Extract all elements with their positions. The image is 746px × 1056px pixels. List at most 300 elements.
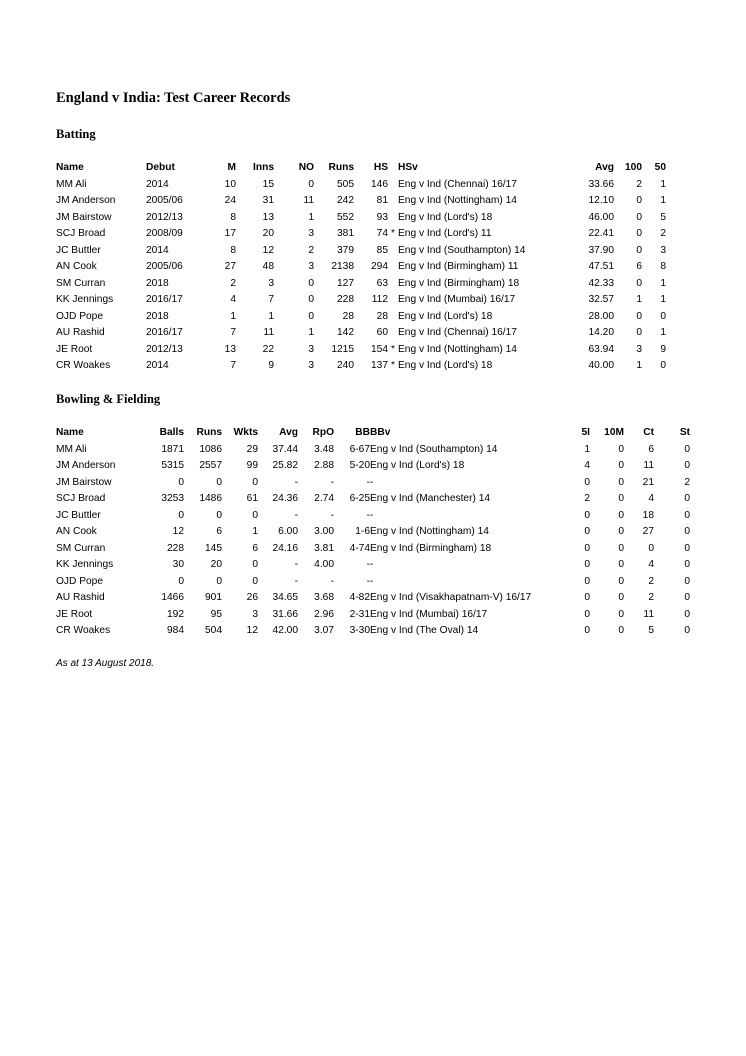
batting-col-header: 100 <box>625 162 642 173</box>
table-cell: 0 <box>618 493 624 504</box>
table-cell: 5-20 <box>349 460 370 471</box>
table-row <box>56 590 690 607</box>
table-cell: 0 <box>636 310 642 322</box>
table-cell: 6 <box>216 526 222 537</box>
table-cell: 27 <box>224 261 236 272</box>
table-cell: 14.20 <box>588 327 614 338</box>
table-cell: 0 <box>308 277 314 289</box>
table-cell: 28 <box>376 310 388 322</box>
table-cell: 0 <box>636 277 642 289</box>
table-cell: 3253 <box>161 493 184 504</box>
table-row <box>56 458 690 475</box>
table-cell: Eng v Ind (Lord's) 18 <box>398 360 493 371</box>
table-cell: Eng v Ind (Southampton) 14 <box>370 443 498 455</box>
table-cell <box>388 292 398 309</box>
table-cell: - <box>294 559 298 570</box>
table-cell: 10 <box>224 178 236 190</box>
table-cell: 32.57 <box>588 294 614 305</box>
table-cell: 2 <box>308 244 314 256</box>
table-cell: 29 <box>246 443 258 455</box>
table-cell: 2 <box>648 575 654 587</box>
table-cell: 2138 <box>331 261 354 272</box>
table-cell: 2 <box>584 493 590 504</box>
table-cell: 0 <box>252 509 258 521</box>
table-cell: 0 <box>584 509 590 521</box>
bowling-col-header: Ct <box>643 427 654 438</box>
table-cell: 240 <box>337 360 354 371</box>
table-cell: 0 <box>618 625 624 636</box>
table-row <box>56 541 690 558</box>
table-cell: 504 <box>205 625 222 636</box>
table-cell: 2 <box>684 476 690 488</box>
table-cell: 4 <box>584 460 590 471</box>
table-cell: 61 <box>246 493 258 504</box>
table-cell: 1 <box>636 294 642 305</box>
table-cell: 1086 <box>199 443 222 455</box>
table-cell: 81 <box>376 195 388 206</box>
table-cell: 47.51 <box>588 261 614 272</box>
table-cell: - <box>370 509 374 521</box>
bowling-col-header: Name <box>56 427 84 438</box>
table-cell: Eng v Ind (Birmingham) 18 <box>370 542 492 554</box>
table-cell: SM Curran <box>56 542 106 554</box>
table-cell: 2018 <box>146 310 169 322</box>
table-cell: 381 <box>337 228 354 239</box>
table-cell: - <box>366 476 370 488</box>
table-cell: AU Rashid <box>56 327 105 338</box>
table-cell: 3.68 <box>314 592 334 603</box>
table-row <box>56 491 690 508</box>
table-cell: AN Cook <box>56 261 97 272</box>
table-cell: - <box>366 559 370 570</box>
table-cell: 0 <box>648 542 654 554</box>
table-cell: 294 <box>371 261 388 272</box>
table-cell: Eng v Ind (Mumbai) 16/17 <box>398 294 516 305</box>
table-cell: 13 <box>224 343 236 355</box>
table-cell: 137 <box>371 360 388 371</box>
table-cell: 0 <box>618 559 624 570</box>
table-cell: JM Anderson <box>56 460 116 471</box>
table-cell: 48 <box>262 261 274 272</box>
table-cell: 6.00 <box>278 526 298 537</box>
bowling-table <box>56 425 690 640</box>
table-cell: 11 <box>263 327 274 338</box>
table-cell: OJD Pope <box>56 575 103 587</box>
table-row <box>56 292 666 309</box>
table-cell: 31 <box>262 195 274 206</box>
table-cell: 0 <box>308 294 314 305</box>
batting-table <box>56 160 666 375</box>
table-cell: 192 <box>167 608 184 620</box>
table-cell: 1 <box>660 195 666 206</box>
table-cell: 12 <box>246 625 258 636</box>
table-cell: 25.82 <box>272 460 298 471</box>
table-cell: 0 <box>252 559 258 570</box>
table-cell: Eng v Ind (Lord's) 18 <box>370 460 465 471</box>
table-cell: 99 <box>246 460 258 471</box>
table-cell: 8 <box>660 261 666 272</box>
table-cell: 1215 <box>331 343 354 355</box>
table-cell: 0 <box>584 625 590 636</box>
table-cell: 0 <box>584 526 590 537</box>
table-cell: 3.81 <box>314 542 334 554</box>
table-cell: 3 <box>252 608 258 620</box>
table-cell: 154 <box>371 343 388 355</box>
table-row <box>56 508 690 525</box>
table-cell: 1 <box>660 294 666 305</box>
table-cell: JC Buttler <box>56 244 101 256</box>
table-cell: 0 <box>684 526 690 537</box>
batting-col-header <box>388 160 398 177</box>
table-cell: * <box>391 360 395 371</box>
table-cell: 1-6 <box>355 526 370 537</box>
table-cell: 6 <box>636 261 642 272</box>
table-row <box>56 193 666 210</box>
table-cell: 5 <box>648 625 654 636</box>
table-cell: 3 <box>308 343 314 355</box>
table-cell: 0 <box>618 509 624 521</box>
table-row <box>56 358 666 375</box>
table-cell: 0 <box>618 575 624 587</box>
table-cell: 22.41 <box>588 228 614 239</box>
table-cell: 37.44 <box>272 443 298 455</box>
table-cell: 0 <box>216 575 222 587</box>
table-cell <box>388 325 398 342</box>
table-cell: - <box>330 575 334 587</box>
table-cell: JE Root <box>56 343 93 355</box>
table-cell: 145 <box>205 542 222 554</box>
table-cell: - <box>370 575 374 587</box>
table-cell: 8 <box>230 211 236 223</box>
table-cell: JE Root <box>56 608 93 620</box>
table-cell: 8 <box>230 244 236 256</box>
table-cell: Eng v Ind (Visakhapatnam-V) 16/17 <box>370 592 532 603</box>
table-cell: 3 <box>636 343 642 355</box>
table-cell: - <box>370 476 374 488</box>
table-cell: 0 <box>684 509 690 521</box>
table-cell: 1 <box>636 360 642 371</box>
table-cell: 0 <box>660 310 666 322</box>
table-cell: 0 <box>618 460 624 471</box>
table-cell: 0 <box>584 592 590 603</box>
table-cell: 0 <box>618 443 624 455</box>
table-cell: JM Bairstow <box>56 211 112 223</box>
table-row <box>56 623 690 640</box>
page-title: England v India: Test Career Records <box>56 90 291 106</box>
table-cell: 17 <box>224 228 236 239</box>
table-cell: SCJ Broad <box>56 228 106 239</box>
table-cell: 22 <box>262 343 274 355</box>
table-cell: 4.00 <box>314 559 334 570</box>
table-cell: Eng v Ind (Mumbai) 16/17 <box>370 608 488 620</box>
table-row <box>56 475 690 492</box>
table-cell: 0 <box>252 476 258 488</box>
table-cell: 2.96 <box>314 608 334 620</box>
table-cell: 0 <box>216 509 222 521</box>
table-cell: 3 <box>268 277 274 289</box>
table-cell: 2012/13 <box>146 211 183 223</box>
table-cell: 7 <box>230 327 236 338</box>
table-cell: 3.00 <box>314 526 334 537</box>
table-cell: JM Anderson <box>56 195 116 206</box>
bowling-col-header: BBv <box>370 427 391 438</box>
table-cell: 1 <box>268 310 274 322</box>
table-cell: 0 <box>584 559 590 570</box>
table-cell: 0 <box>584 575 590 587</box>
bowling-col-header: Wkts <box>233 427 258 438</box>
table-cell: 2012/13 <box>146 343 183 355</box>
table-row <box>56 524 690 541</box>
table-cell: 0 <box>584 476 590 488</box>
table-cell <box>388 259 398 276</box>
table-cell <box>388 276 398 293</box>
table-cell: 63.94 <box>588 343 614 355</box>
table-cell <box>388 243 398 260</box>
bowling-col-header: Runs <box>196 427 222 438</box>
table-cell: 0 <box>252 575 258 587</box>
table-cell <box>388 210 398 227</box>
table-cell: 7 <box>230 360 236 371</box>
table-cell: 3 <box>308 261 314 272</box>
table-cell: 2016/17 <box>146 327 183 338</box>
table-cell: 0 <box>684 592 690 603</box>
table-cell: 9 <box>660 343 666 355</box>
table-cell: 505 <box>337 178 354 190</box>
batting-heading: Batting <box>56 127 96 141</box>
table-cell: Eng v Ind (Chennai) 16/17 <box>398 178 517 190</box>
table-cell: 15 <box>262 178 274 190</box>
table-cell: 2014 <box>146 360 169 371</box>
table-cell: 40.00 <box>588 360 614 371</box>
table-row <box>56 607 690 624</box>
table-cell: 0 <box>308 310 314 322</box>
table-row <box>56 210 666 227</box>
bowling-col-header: Avg <box>279 427 298 438</box>
batting-col-header: NO <box>298 162 314 173</box>
batting-col-header: Runs <box>328 162 354 173</box>
table-cell: 2-31 <box>349 608 370 620</box>
table-cell: 26 <box>246 592 258 603</box>
table-cell: 0 <box>636 195 642 206</box>
table-cell: 34.65 <box>272 592 298 603</box>
table-cell: 0 <box>636 228 642 239</box>
bowling-col-header: 5I <box>581 427 590 438</box>
table-cell: 85 <box>376 244 388 256</box>
table-cell: 0 <box>618 608 624 620</box>
table-cell: 3 <box>308 228 314 239</box>
table-cell: 4 <box>230 294 236 305</box>
table-cell: 4-74 <box>349 542 370 554</box>
batting-col-header: Inns <box>253 162 274 173</box>
table-cell: 2016/17 <box>146 294 183 305</box>
table-cell: 0 <box>636 327 642 338</box>
table-cell: 1 <box>230 310 236 322</box>
batting-col-header: Debut <box>146 162 175 173</box>
table-cell: 24.16 <box>272 542 298 554</box>
table-cell: SM Curran <box>56 277 106 289</box>
table-cell: * <box>391 343 395 355</box>
batting-col-header: 50 <box>654 162 666 173</box>
table-cell: 0 <box>684 608 690 620</box>
table-row <box>56 442 690 459</box>
table-cell: 12 <box>172 526 184 537</box>
table-cell: 6 <box>648 443 654 455</box>
table-cell: 0 <box>178 509 184 521</box>
table-cell: 0 <box>636 244 642 256</box>
table-cell: 0 <box>684 493 690 504</box>
table-cell: 42.33 <box>588 277 614 289</box>
table-cell: 5 <box>660 211 666 223</box>
table-cell: 0 <box>684 542 690 554</box>
table-cell: 28 <box>342 310 354 322</box>
batting-col-header: Avg <box>595 162 614 173</box>
table-cell: CR Woakes <box>56 625 111 636</box>
table-cell: - <box>366 575 370 587</box>
bowling-heading: Bowling & Fielding <box>56 392 161 406</box>
table-cell <box>388 309 398 326</box>
table-cell: JC Buttler <box>56 509 101 521</box>
table-cell: 228 <box>337 294 354 305</box>
table-cell: 3 <box>308 360 314 371</box>
table-row <box>56 276 666 293</box>
table-cell: 11 <box>643 460 654 471</box>
table-cell: 24.36 <box>272 493 298 504</box>
table-cell: 93 <box>376 211 388 223</box>
table-cell: 0 <box>584 608 590 620</box>
table-row <box>56 557 690 574</box>
table-cell: 0 <box>684 559 690 570</box>
table-cell: OJD Pope <box>56 310 103 322</box>
table-cell: KK Jennings <box>56 294 114 305</box>
table-row <box>56 309 666 326</box>
table-cell: 2 <box>648 592 654 603</box>
table-cell: 4-82 <box>349 592 370 603</box>
table-cell: 1 <box>584 443 590 455</box>
table-cell: 1 <box>660 327 666 338</box>
table-cell: 31.66 <box>272 608 298 620</box>
table-cell: 24 <box>224 195 236 206</box>
table-cell: - <box>294 476 298 488</box>
table-cell: - <box>330 476 334 488</box>
table-cell: Eng v Ind (Birmingham) 18 <box>398 277 520 289</box>
table-cell: 112 <box>371 294 388 305</box>
bowling-header-row <box>56 425 690 442</box>
table-cell: 12 <box>262 244 274 256</box>
table-cell: 228 <box>167 542 184 554</box>
table-cell: 0 <box>178 476 184 488</box>
table-cell: 2 <box>636 178 642 190</box>
table-cell: 0 <box>178 575 184 587</box>
bowling-col-header: Balls <box>159 427 184 438</box>
table-cell: Eng v Ind (The Oval) 14 <box>370 625 479 636</box>
table-cell: 0 <box>684 625 690 636</box>
table-cell: 2.74 <box>314 493 334 504</box>
table-cell: MM Ali <box>56 178 87 190</box>
table-cell: 1 <box>252 526 258 537</box>
table-cell: 63 <box>376 277 388 289</box>
table-cell: 1466 <box>161 592 184 603</box>
table-cell: Eng v Ind (Nottingham) 14 <box>398 343 517 355</box>
table-cell: 0 <box>684 460 690 471</box>
table-cell: 0 <box>660 360 666 371</box>
table-cell: 21 <box>642 476 654 488</box>
table-cell: - <box>370 559 374 570</box>
table-cell: 60 <box>376 327 388 338</box>
table-cell: 142 <box>337 327 354 338</box>
table-cell: 2.88 <box>314 460 334 471</box>
table-row <box>56 342 666 359</box>
bowling-col-header: BB <box>355 427 370 438</box>
table-cell: * <box>391 228 395 239</box>
table-cell: 0 <box>618 526 624 537</box>
table-cell: 4 <box>648 493 654 504</box>
batting-col-header: HSv <box>398 162 418 173</box>
batting-col-header: M <box>227 162 236 173</box>
table-cell: CR Woakes <box>56 360 111 371</box>
table-cell: 0 <box>684 575 690 587</box>
table-cell: 0 <box>636 211 642 223</box>
table-cell: 30 <box>172 559 184 570</box>
table-cell: KK Jennings <box>56 559 114 570</box>
table-cell: 0 <box>584 542 590 554</box>
table-cell: 6-67 <box>349 443 370 455</box>
table-cell: JM Bairstow <box>56 476 112 488</box>
table-cell: 46.00 <box>588 211 614 223</box>
table-cell: 74 <box>376 228 388 239</box>
table-cell: 5315 <box>161 460 184 471</box>
table-cell: 2 <box>660 228 666 239</box>
table-cell: 901 <box>205 592 222 603</box>
table-cell: 3.07 <box>314 625 334 636</box>
table-cell: - <box>330 509 334 521</box>
table-row <box>56 177 666 194</box>
table-cell: 7 <box>268 294 274 305</box>
table-row <box>56 226 666 243</box>
table-cell: 0 <box>618 542 624 554</box>
table-cell: 12.10 <box>588 195 614 206</box>
table-cell: Eng v Ind (Nottingham) 14 <box>370 526 489 537</box>
table-cell: 18 <box>642 509 654 521</box>
table-cell: Eng v Ind (Manchester) 14 <box>370 493 491 504</box>
table-cell: 242 <box>337 195 354 206</box>
table-row <box>56 574 690 591</box>
table-cell: 552 <box>337 211 354 223</box>
table-cell: 9 <box>268 360 274 371</box>
table-cell: 2014 <box>146 244 169 256</box>
table-cell: 2005/06 <box>146 195 183 206</box>
table-cell: 2014 <box>146 178 169 190</box>
bowling-col-header: RpO <box>312 427 334 438</box>
table-cell: 11 <box>303 195 314 206</box>
table-cell: AN Cook <box>56 526 97 537</box>
batting-col-header: Name <box>56 162 84 173</box>
batting-col-header: HS <box>373 162 388 173</box>
table-cell: 20 <box>262 228 274 239</box>
table-cell: Eng v Ind (Lord's) 11 <box>398 228 492 239</box>
table-cell <box>388 193 398 210</box>
table-cell: 0 <box>216 476 222 488</box>
table-cell: 28.00 <box>588 310 614 322</box>
batting-header-row <box>56 160 666 177</box>
bowling-col-header: St <box>679 427 690 438</box>
table-cell: 379 <box>337 244 354 256</box>
table-cell: 6 <box>252 542 258 554</box>
table-cell: 42.00 <box>272 625 298 636</box>
table-cell: MM Ali <box>56 443 87 455</box>
table-cell: 3.48 <box>314 443 334 455</box>
table-cell: 146 <box>371 178 388 190</box>
table-cell: 6-25 <box>349 493 370 504</box>
